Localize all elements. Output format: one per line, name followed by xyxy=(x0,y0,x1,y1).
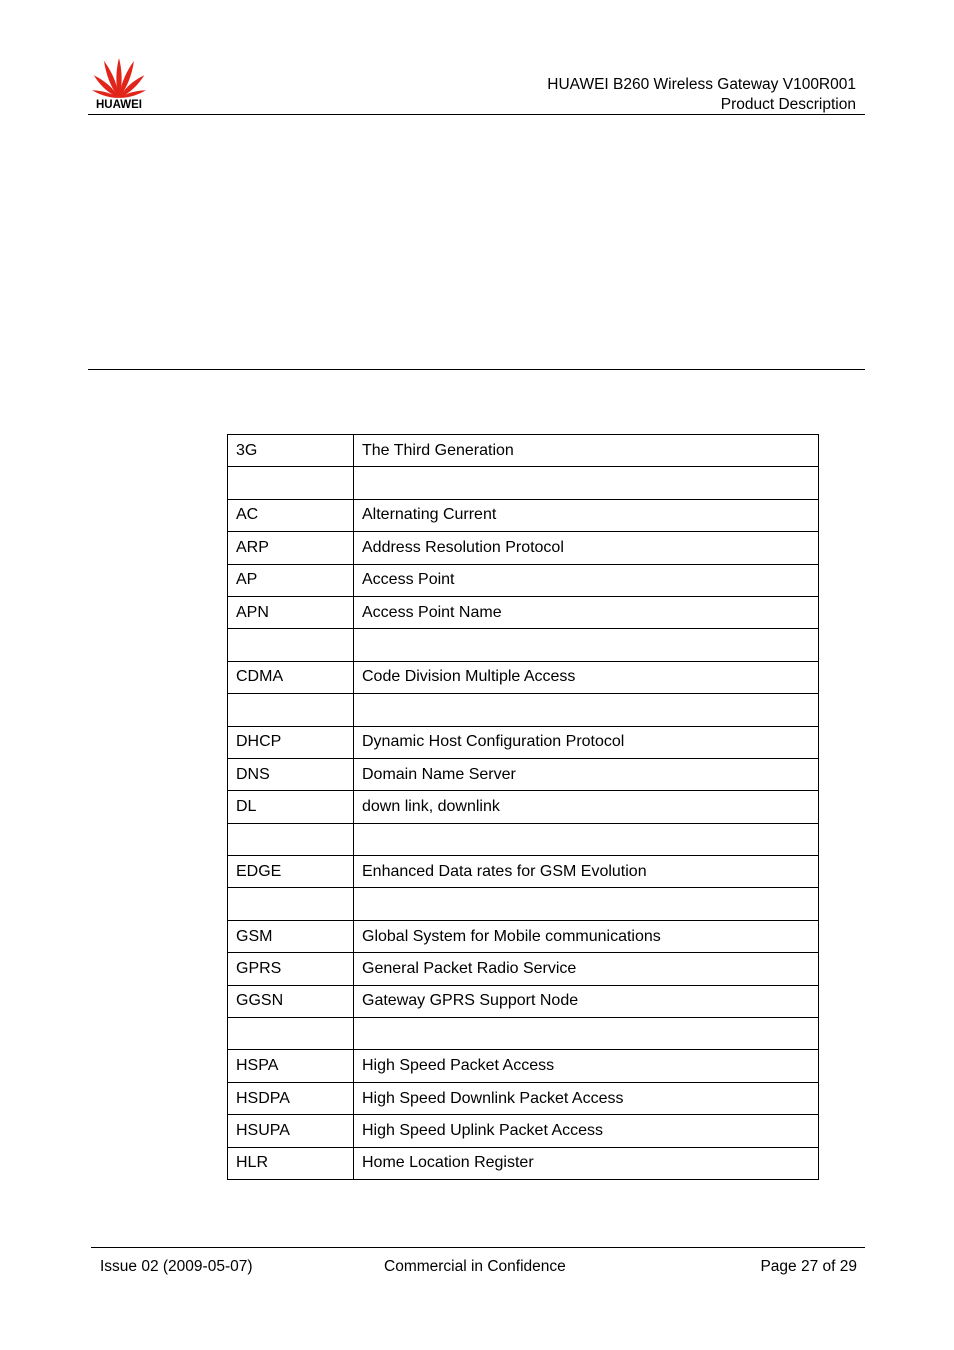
abbreviation-cell: AP xyxy=(228,564,354,596)
table-row xyxy=(228,758,819,790)
document-subtitle: Product Description xyxy=(720,96,856,113)
table-row xyxy=(228,596,819,628)
definition-cell: Access Point xyxy=(354,564,819,596)
table-row xyxy=(228,467,819,499)
definition-cell: Access Point Name xyxy=(354,596,819,628)
table-row xyxy=(228,694,819,726)
header-divider xyxy=(88,114,865,115)
definition-cell: Global System for Mobile communications xyxy=(354,920,819,952)
footer-divider xyxy=(91,1247,865,1248)
table-row xyxy=(228,726,819,758)
document-title: HUAWEI B260 Wireless Gateway V100R001 xyxy=(547,76,856,93)
table-row xyxy=(228,629,819,661)
abbreviation-cell: DL xyxy=(228,791,354,823)
table-row xyxy=(228,1147,819,1179)
table-row xyxy=(228,1115,819,1147)
definition-cell: Code Division Multiple Access xyxy=(354,661,819,693)
huawei-logo xyxy=(88,56,150,114)
abbreviation-cell: DNS xyxy=(228,758,354,790)
table-row xyxy=(228,856,819,888)
abbreviation-cell: EDGE xyxy=(228,856,354,888)
abbreviation-cell: HSPA xyxy=(228,1050,354,1082)
definition-cell xyxy=(354,694,819,726)
definition-cell: Enhanced Data rates for GSM Evolution xyxy=(354,856,819,888)
definition-cell: High Speed Packet Access xyxy=(354,1050,819,1082)
abbreviations-table-body xyxy=(228,435,819,1180)
abbreviation-cell: APN xyxy=(228,596,354,628)
abbreviation-cell: HLR xyxy=(228,1147,354,1179)
definition-cell: General Packet Radio Service xyxy=(354,953,819,985)
table-row xyxy=(228,953,819,985)
definition-cell: High Speed Downlink Packet Access xyxy=(354,1082,819,1114)
table-row xyxy=(228,435,819,467)
abbreviation-cell: GPRS xyxy=(228,953,354,985)
definition-cell xyxy=(354,1018,819,1050)
table-row xyxy=(228,661,819,693)
abbreviation-cell xyxy=(228,888,354,920)
definition-cell: down link, downlink xyxy=(354,791,819,823)
table-row xyxy=(228,791,819,823)
abbreviation-cell: ARP xyxy=(228,532,354,564)
definition-cell xyxy=(354,888,819,920)
document-header xyxy=(547,75,856,115)
section-divider xyxy=(88,369,865,370)
abbreviation-cell xyxy=(228,694,354,726)
table-row xyxy=(228,888,819,920)
abbreviation-cell: AC xyxy=(228,499,354,531)
abbreviation-cell: CDMA xyxy=(228,661,354,693)
abbreviation-cell: HSDPA xyxy=(228,1082,354,1114)
definition-cell: High Speed Uplink Packet Access xyxy=(354,1115,819,1147)
abbreviation-cell xyxy=(228,629,354,661)
table-row xyxy=(228,985,819,1017)
logo-wordmark: HUAWEI xyxy=(96,99,142,111)
definition-cell xyxy=(354,823,819,855)
table-row xyxy=(228,1018,819,1050)
abbreviation-cell xyxy=(228,467,354,499)
definition-cell xyxy=(354,467,819,499)
abbreviation-cell: GSM xyxy=(228,920,354,952)
huawei-flower-icon xyxy=(88,56,150,100)
definition-cell: The Third Generation xyxy=(354,435,819,467)
table-row xyxy=(228,1050,819,1082)
table-row xyxy=(228,920,819,952)
table-row xyxy=(228,564,819,596)
footer-issue: Issue 02 (2009-05-07) xyxy=(100,1258,253,1275)
definition-cell: Domain Name Server xyxy=(354,758,819,790)
table-row xyxy=(228,532,819,564)
abbreviation-cell xyxy=(228,1018,354,1050)
definition-cell xyxy=(354,629,819,661)
definition-cell: Dynamic Host Configuration Protocol xyxy=(354,726,819,758)
table-row xyxy=(228,499,819,531)
table-row xyxy=(228,823,819,855)
table-row xyxy=(228,1082,819,1114)
abbreviation-cell: 3G xyxy=(228,435,354,467)
abbreviation-cell: GGSN xyxy=(228,985,354,1017)
definition-cell: Home Location Register xyxy=(354,1147,819,1179)
footer-page-number: Page 27 of 29 xyxy=(760,1258,857,1275)
abbreviation-cell: DHCP xyxy=(228,726,354,758)
abbreviation-cell xyxy=(228,823,354,855)
definition-cell: Address Resolution Protocol xyxy=(354,532,819,564)
definition-cell: Alternating Current xyxy=(354,499,819,531)
definition-cell: Gateway GPRS Support Node xyxy=(354,985,819,1017)
footer-confidentiality: Commercial in Confidence xyxy=(384,1258,566,1275)
abbreviation-cell: HSUPA xyxy=(228,1115,354,1147)
abbreviations-table xyxy=(227,434,819,1180)
